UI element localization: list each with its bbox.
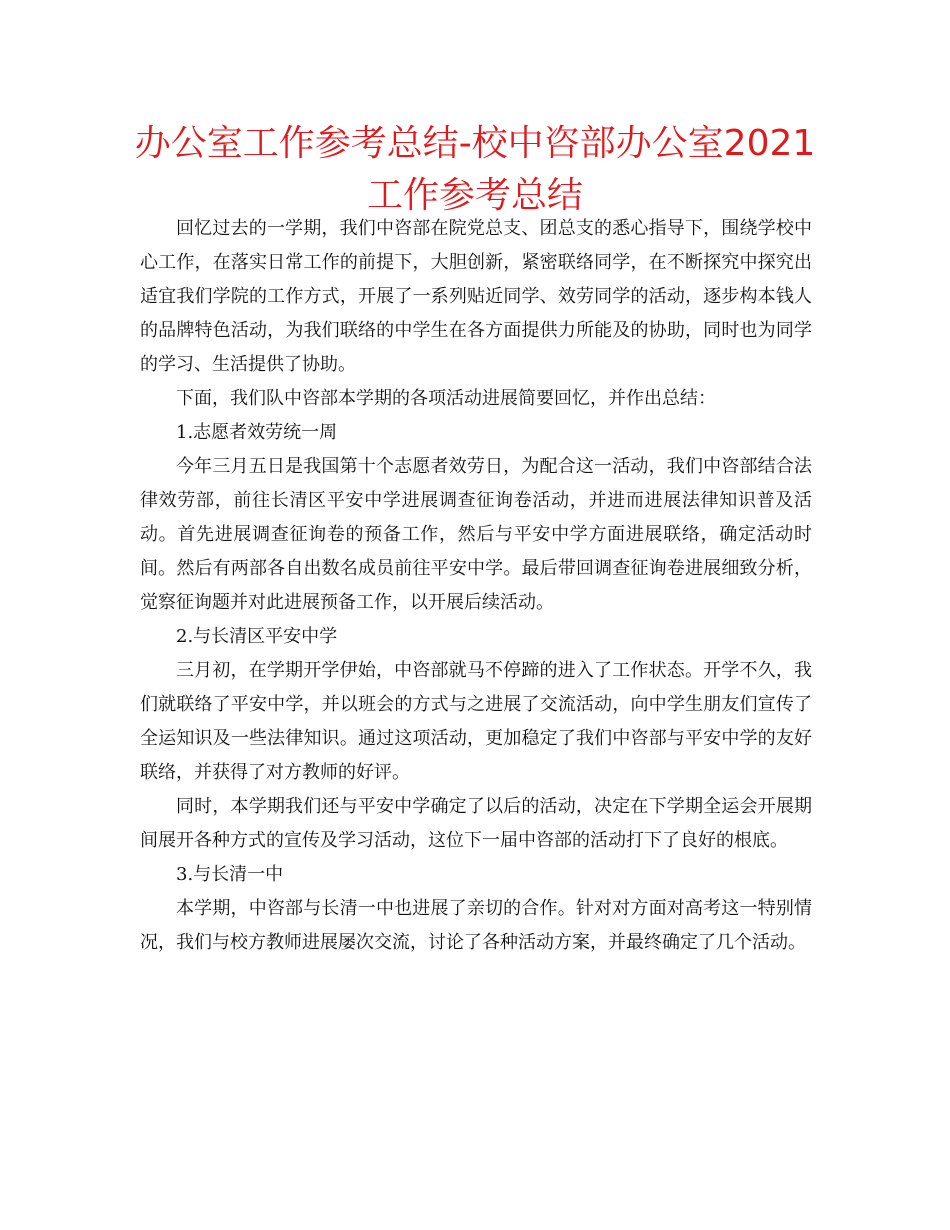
document-title: 办公室工作参考总结-校中咨部办公室2021工作参考总结 [134,123,816,216]
paragraph-overview: 下面，我们队中咨部本学期的各项活动进展简要回忆，并作出总结： [176,388,716,409]
section-heading-2: 2.与长清区平安中学 [176,626,338,647]
paragraph-section-1: 今年三月五日是我国第十个志愿者效劳日，为配合这一活动，我们中咨部结合法律效劳部，前往长清区平安中学进展调查征询卷活动，并进而进展法律知识普及活动。首先进展调查征询卷的预备工作，然后与平安中学方面进展联络，确定活动时间。然后有两部各自出数名成员前往平安中学。最后带回调查征询卷进展细致分析，觉察征询题并对此进展预备工作，以开展后续活动。 [140,456,812,613]
document-body [140,212,812,960]
section-heading-1: 1.志愿者效劳统一周 [176,422,338,443]
paragraph-section-2b: 同时，本学期我们还与平安中学确定了以后的活动，决定在下学期全运会开展期间展开各种方式的宣传及学习活动，这位下一届中咨部的活动打下了良好的根底。 [140,796,812,851]
section-heading-3: 3.与长清一中 [176,864,284,885]
paragraph-section-3: 本学期，中咨部与长清一中也进展了亲切的合作。针对对方面对高考这一特别情况，我们与校方教师进展屡次交流，讨论了各种活动方案，并最终确定了几个活动。 [140,898,812,953]
paragraph-section-2a: 三月初，在学期开学伊始，中咨部就马不停蹄的进入了工作状态。开学不久，我们就联络了平安中学，并以班会的方式与之进展了交流活动，向中学生朋友们宣传了全运知识及一些法律知识。通过这项活动，更加稳定了我们中咨部与平安中学的友好联络，并获得了对方教师的好评。 [140,660,812,783]
paragraph-intro: 回忆过去的一学期，我们中咨部在院党总支、团总支的悉心指导下，围绕学校中心工作，在落实日常工作的前提下，大胆创新，紧密联络同学，在不断探究中探究出适宜我们学院的工作方式，开展了一系列贴近同学、效劳同学的活动，逐步构本钱人的品牌特色活动，为我们联络的中学生在各方面提供力所能及的协助，同时也为同学的学习、生活提供了协助。 [140,218,812,375]
